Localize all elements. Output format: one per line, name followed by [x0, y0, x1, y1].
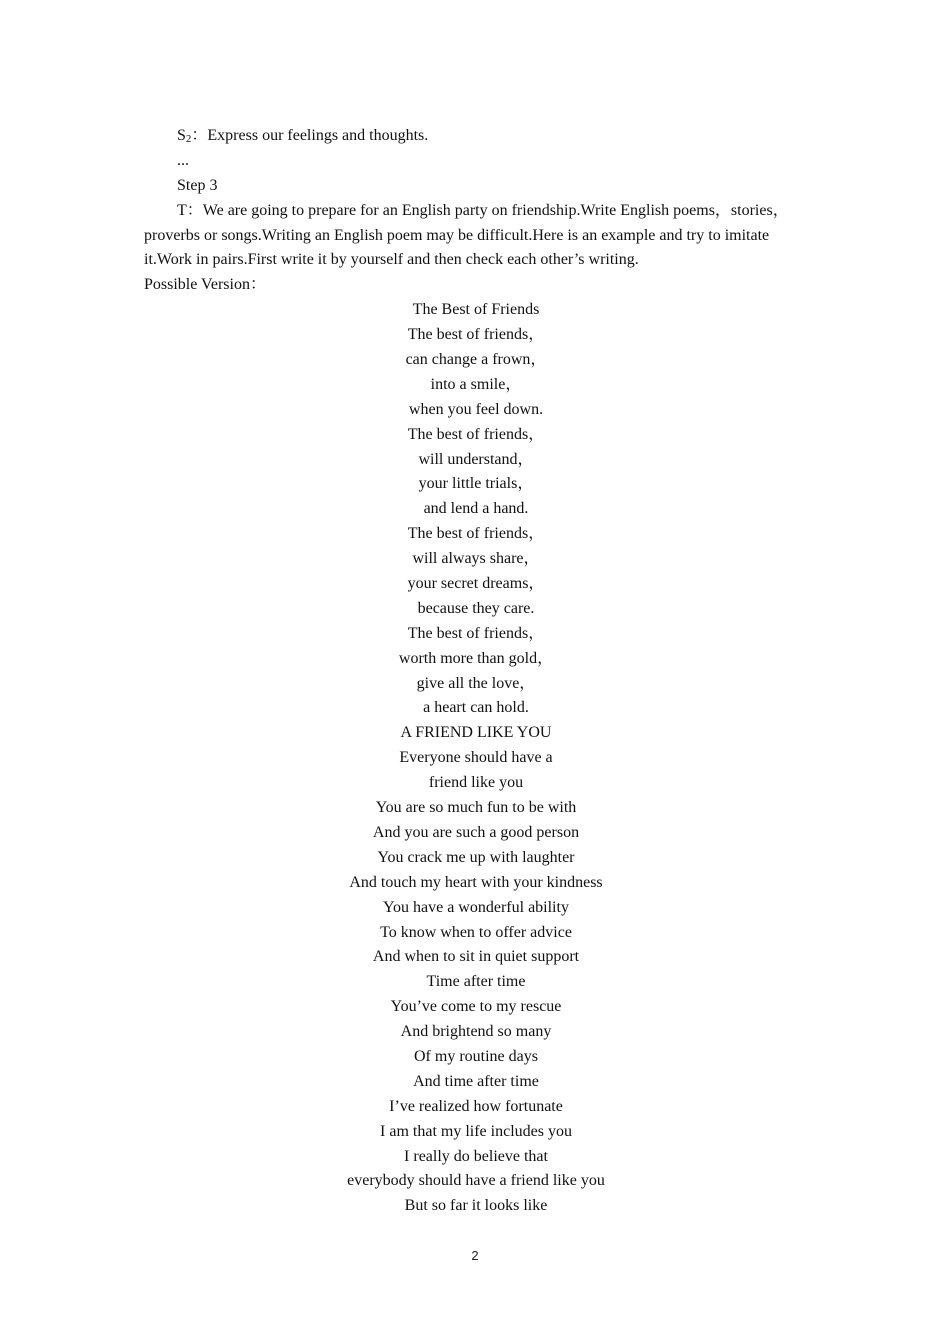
poem-line: worth more than gold， — [398, 649, 554, 667]
poem-line: You have a wonderful ability — [383, 898, 569, 916]
student-statement: ：Express our feelings and thoughts. — [191, 127, 429, 144]
poem-line: And time after time — [413, 1072, 539, 1090]
poem-line: And when to sit in quiet support — [372, 948, 580, 966]
ellipsis: ... — [177, 151, 189, 169]
poem-line: Everyone should have a — [399, 749, 553, 767]
poem-line: your secret dreams， — [407, 575, 545, 593]
poem-line: Of my routine days — [414, 1047, 538, 1065]
teacher-paragraph-line-1: T：We are going to prepare for an English party on friendship.Write English poems，stories， — [177, 201, 789, 219]
poem-line: a heart can hold. — [423, 699, 529, 717]
poem-line: I’ve realized how fortunate — [389, 1097, 563, 1115]
speaker-subscript: 2 — [185, 133, 192, 145]
poem-line: And touch my heart with your kindness — [349, 873, 603, 891]
poem-line: You’ve come to my rescue — [390, 998, 562, 1016]
poem-line: The best of friends， — [407, 525, 545, 543]
poem-line: The best of friends， — [407, 624, 545, 642]
poem-line: into a smile， — [430, 375, 522, 393]
poem-line: when you feel down. — [408, 400, 544, 418]
speaker-label: S — [177, 127, 186, 144]
teacher-paragraph-line-2: proverbs or songs.Writing an English poem may be difficult.Here is an example and try to imitate — [144, 226, 770, 244]
poem-best-of-friends — [144, 298, 808, 721]
poem-line: because they care. — [417, 599, 535, 617]
poem-line: your little trials， — [418, 475, 534, 493]
poem-line: You crack me up with laughter — [377, 848, 575, 866]
poem-line: And brightend so many — [400, 1023, 552, 1041]
poem-line: I am that my life includes you — [380, 1122, 572, 1140]
possible-version-label: Possible Version： — [144, 276, 266, 294]
student-line — [144, 124, 808, 149]
poem-title: A FRIEND LIKE YOU — [400, 724, 552, 742]
poem-title: The Best of Friends — [412, 301, 540, 319]
poem-line: You are so much fun to be with — [375, 799, 577, 817]
poem-line: will understand， — [418, 450, 534, 468]
page-content — [144, 124, 808, 1219]
poem-line: The best of friends， — [407, 425, 545, 443]
page-number: 2 — [471, 1248, 479, 1263]
poem-line: will always share， — [412, 550, 540, 568]
poem-line: But so far it looks like — [404, 1197, 548, 1215]
poem-line: I really do believe that — [404, 1147, 548, 1165]
poem-line: can change a frown， — [405, 351, 547, 369]
poem-line: give all the love， — [416, 674, 536, 692]
step-heading: Step 3 — [177, 176, 218, 194]
poem-line: and lend a hand. — [423, 500, 529, 518]
poem-line: The best of friends， — [407, 326, 545, 344]
poem-line: And you are such a good person — [372, 823, 580, 841]
poem-line: Time after time — [426, 973, 526, 991]
poem-a-friend-like-you — [144, 721, 808, 1219]
teacher-paragraph-line-3: it.Work in pairs.First write it by yourself and then check each other’s writing. — [144, 251, 639, 269]
poem-line: To know when to offer advice — [380, 923, 572, 941]
poem-line: everybody should have a friend like you — [347, 1172, 605, 1190]
poem-line: friend like you — [428, 774, 524, 792]
